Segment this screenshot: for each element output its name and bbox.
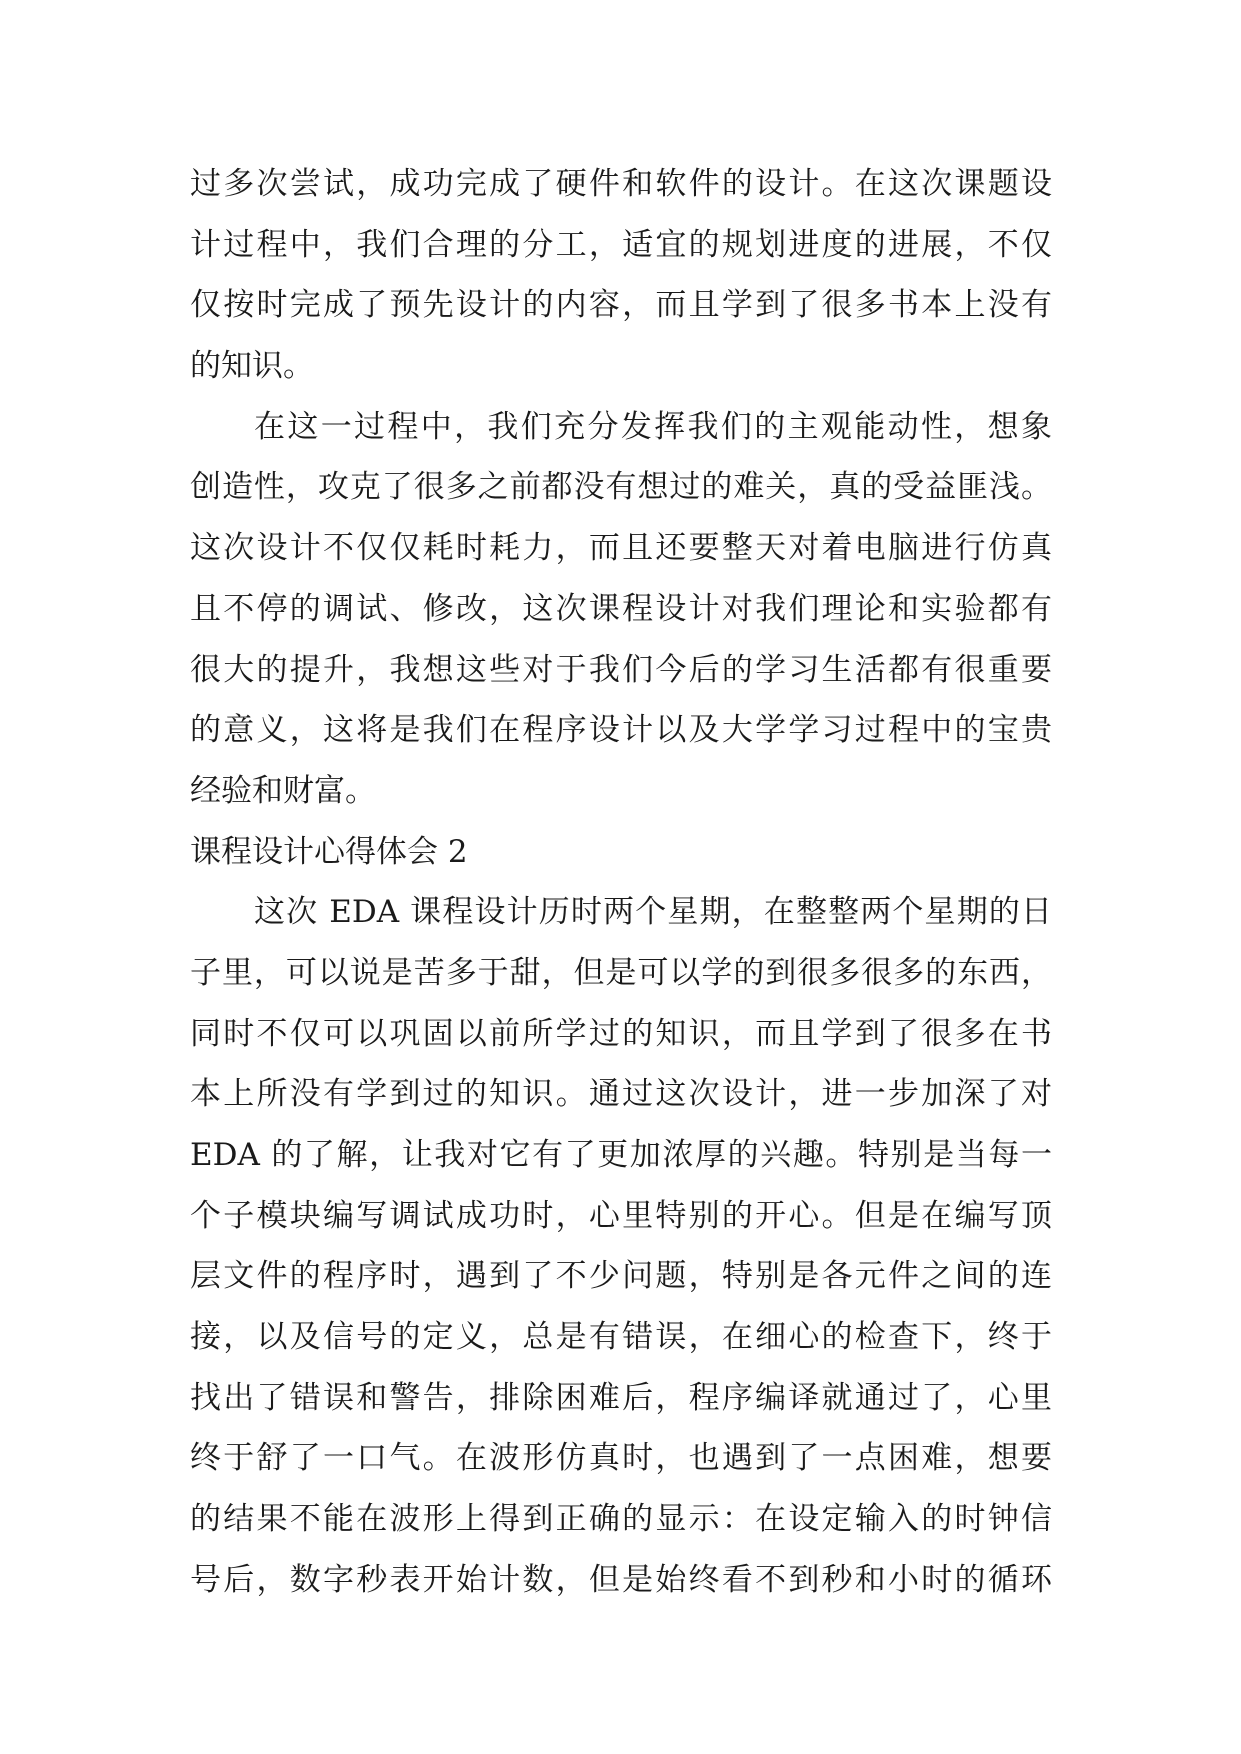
text-line: 同时不仅可以巩固以前所学过的知识，而且学到了很多在书 bbox=[190, 1015, 1052, 1052]
heading-line: 课程设计心得体会 2 bbox=[190, 833, 468, 870]
text-line: 仅按时完成了预先设计的内容，而且学到了很多书本上没有 bbox=[190, 287, 1052, 324]
text-line: 找出了错误和警告，排除困难后，程序编译就通过了，心里 bbox=[190, 1379, 1052, 1416]
text-line: 的结果不能在波形上得到正确的显示：在设定输入的时钟信 bbox=[190, 1501, 1052, 1538]
text-line: 经验和财富。 bbox=[190, 772, 376, 809]
text-line: 层文件的程序时，遇到了不少问题，特别是各元件之间的连 bbox=[190, 1258, 1052, 1295]
text-line: 过多次尝试，成功完成了硬件和软件的设计。在这次课题设 bbox=[190, 166, 1052, 202]
text-line: 个子模块编写调试成功时，心里特别的开心。但是在编写顶 bbox=[190, 1197, 1052, 1234]
text-line: 这次 EDA 课程设计历时两个星期，在整整两个星期的日 bbox=[254, 894, 1052, 931]
section-heading bbox=[190, 822, 1052, 883]
text-line: 终于舒了一口气。在波形仿真时，也遇到了一点困难，想要 bbox=[190, 1440, 1052, 1477]
paragraph-2 bbox=[190, 397, 1052, 822]
text-line: 创造性，攻克了很多之前都没有想过的难关，真的受益匪浅。 bbox=[190, 469, 1052, 506]
paragraph-1 bbox=[190, 154, 1052, 397]
text-line: 的意义，这将是我们在程序设计以及大学学习过程中的宝贵 bbox=[190, 712, 1052, 749]
text-line: EDA 的了解，让我对它有了更加浓厚的兴趣。特别是当每一 bbox=[190, 1137, 1052, 1173]
text-line: 子里，可以说是苦多于甜，但是可以学的到很多很多的东西， bbox=[190, 954, 1052, 991]
text-line: 很大的提升，我想这些对于我们今后的学习生活都有很重要 bbox=[190, 651, 1052, 688]
text-line: 本上所没有学到过的知识。通过这次设计，进一步加深了对 bbox=[190, 1076, 1052, 1113]
body-text bbox=[190, 154, 1052, 1611]
text-line: 计过程中，我们合理的分工，适宜的规划进度的进展，不仅 bbox=[190, 226, 1052, 263]
paragraph-3 bbox=[190, 882, 1052, 1610]
text-line: 这次设计不仅仅耗时耗力，而且还要整天对着电脑进行仿真 bbox=[190, 530, 1052, 567]
text-line: 接，以及信号的定义，总是有错误，在细心的检查下，终于 bbox=[190, 1319, 1052, 1356]
text-line: 号后，数字秒表开始计数，但是始终看不到秒和小时的循环 bbox=[190, 1561, 1052, 1598]
text-line: 且不停的调试、修改，这次课程设计对我们理论和实验都有 bbox=[190, 590, 1052, 627]
text-line: 在这一过程中，我们充分发挥我们的主观能动性，想象 bbox=[254, 408, 1052, 445]
text-line: 的知识。 bbox=[190, 348, 314, 385]
